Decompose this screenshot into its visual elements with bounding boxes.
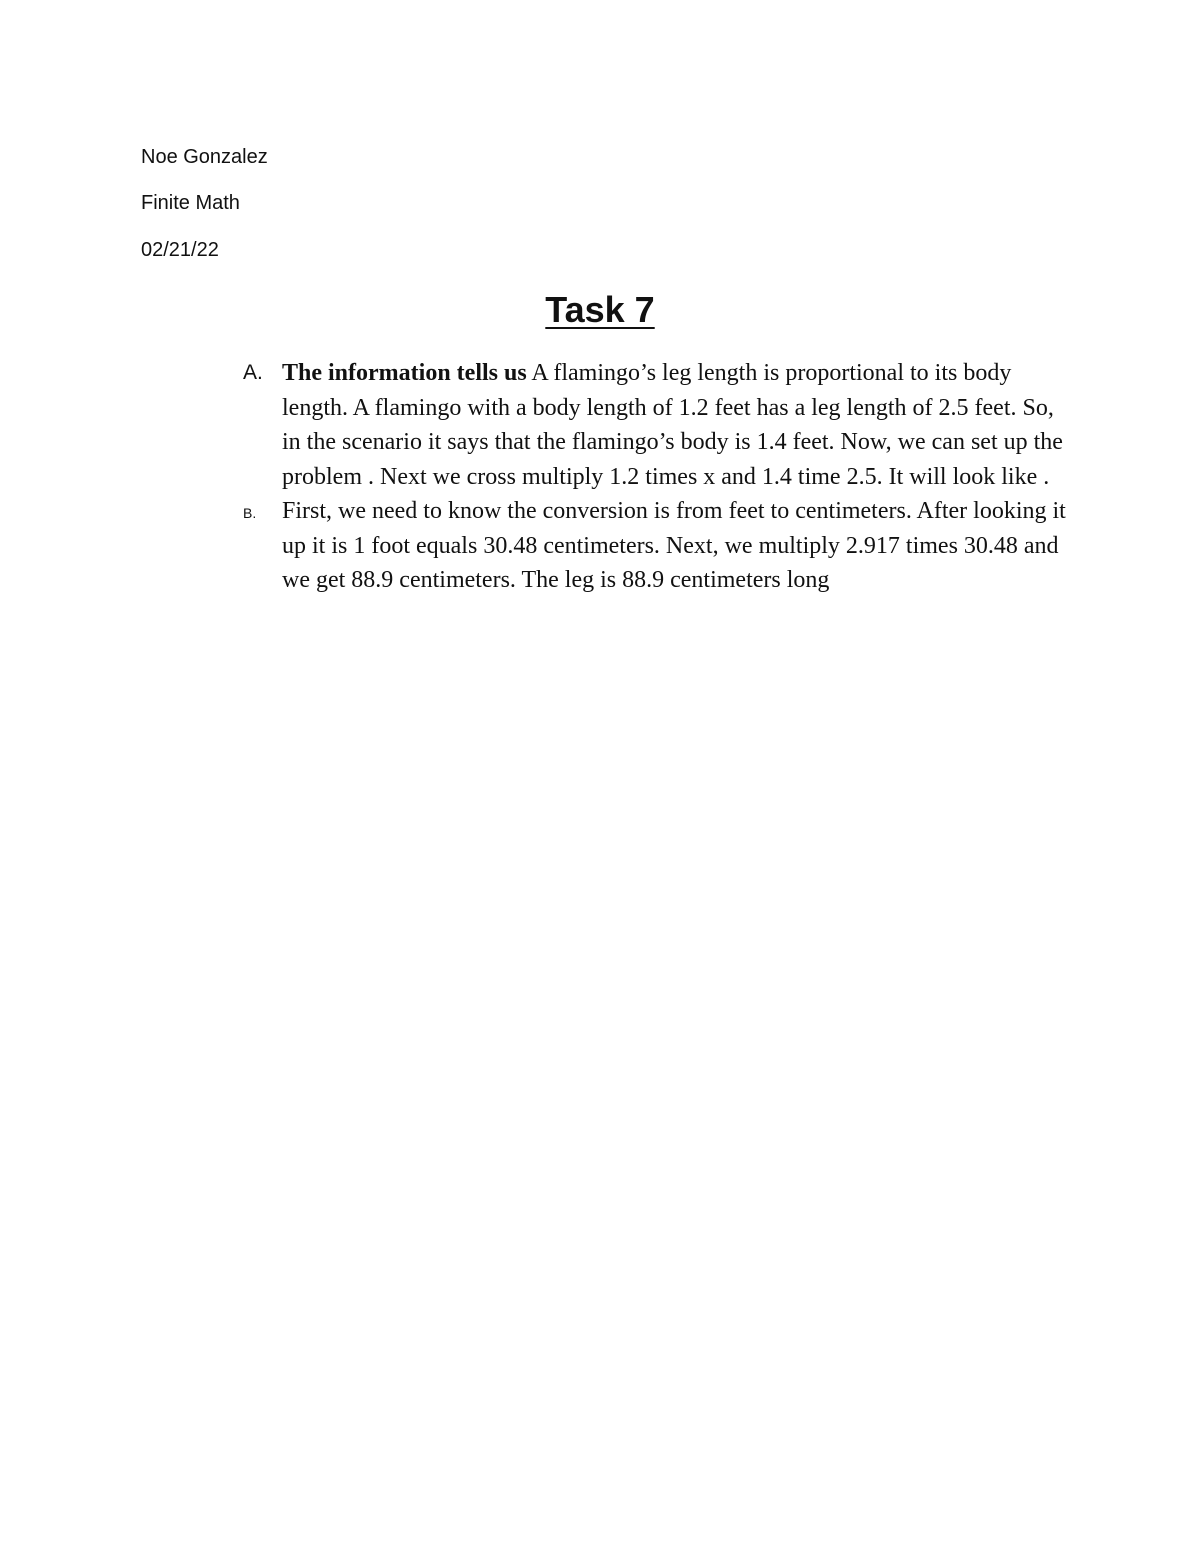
page-title: Task 7 [545, 289, 655, 330]
answer-item-a [243, 356, 1073, 494]
answer-b-text: First, we need to know the conversion is from feet to centimeters. After looking it up it is 1 foot equals 30.48 centimeters. Next, we multiply 2.917 times 30.48 and we get 88.9 centimeters. The leg is 88.9 centimeters long [282, 498, 1066, 593]
answer-a-lead: The information tells us [282, 360, 527, 386]
answer-item-b [243, 494, 1073, 598]
answer-marker-a: A. [243, 361, 263, 384]
answer-a-text: A flamingo’s leg length is proportional to its body length. A flamingo with a body length of 1.2 feet has a leg length of 2.5 feet. So, in the scenario it says that the flamingo’s body is 1.4 feet. Now, we can set up the problem . Next we cross multiply 1.2 times x and 1.4 time 2.5. It will look like . [282, 360, 1063, 490]
course-name: Finite Math [141, 192, 240, 214]
author-name: Noe Gonzalez [141, 146, 268, 168]
answer-marker-b: B. [243, 505, 257, 521]
date: 02/21/22 [141, 239, 219, 261]
answer-list [243, 356, 1073, 598]
